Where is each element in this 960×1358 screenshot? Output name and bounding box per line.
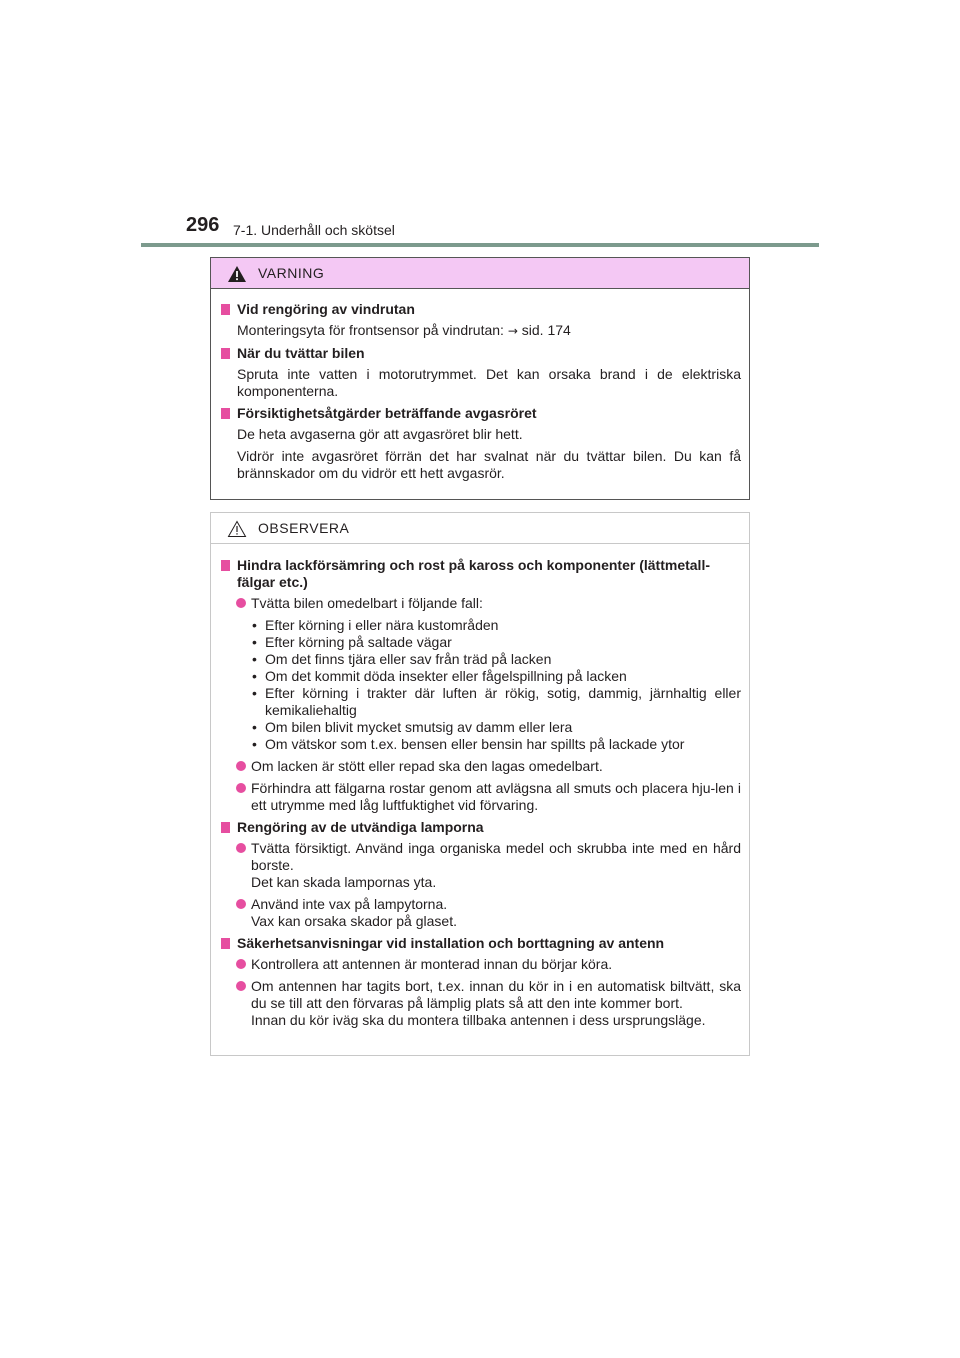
arrow-icon: → xyxy=(507,324,518,338)
square-bullet-icon xyxy=(221,822,230,833)
bullet-item: • Om det kommit döda insekter eller fågelspillning på lacken xyxy=(252,668,627,684)
item-text: Kontrollera att antennen är monterad innan du börjar köra. xyxy=(251,956,613,972)
item-text: Tvätta bilen omedelbart i följande fall: xyxy=(251,595,483,611)
caution-triangle-icon xyxy=(227,520,247,538)
bullet-item: • Om det finns tjära eller sav från träd på lacken xyxy=(252,651,552,667)
list-item xyxy=(219,956,741,973)
list-item xyxy=(219,595,741,612)
warning-triangle-icon xyxy=(227,265,247,283)
list-item xyxy=(219,896,741,930)
circle-bullet-icon xyxy=(236,783,246,793)
item-text: Om lacken är stött eller repad ska den lagas omedelbart. xyxy=(251,758,603,774)
notice-title: OBSERVERA xyxy=(258,520,350,536)
notice-body xyxy=(211,544,749,1029)
section-title: 7-1. Underhåll och skötsel xyxy=(233,222,395,238)
page-reference: sid. 174 xyxy=(517,322,571,338)
list-item xyxy=(219,758,741,775)
text-prefix: Monteringsyta för frontsensor på vindrutan: xyxy=(237,322,508,338)
circle-bullet-icon xyxy=(236,959,246,969)
item-text: Förhindra att fälgarna rostar genom att avlägsna all smuts och placera hju-len i ett utrymme med låg luftfuktighet vid förvaring. xyxy=(251,780,741,813)
bullet-text: Om det kommit döda insekter eller fågelspillning på lacken xyxy=(265,668,627,684)
warning-box xyxy=(210,257,750,500)
bullet-item: • Om bilen blivit mycket smutsig av damm eller lera xyxy=(252,719,573,735)
notice-section-heading xyxy=(219,557,741,591)
warning-section-text xyxy=(219,322,741,340)
warning-section-heading xyxy=(219,345,741,362)
bullet-text: Om det finns tjära eller sav från träd på lacken xyxy=(265,651,552,667)
heading-text: Rengöring av de utvändiga lamporna xyxy=(237,819,484,835)
notice-section-heading xyxy=(219,935,741,952)
header-divider xyxy=(141,243,819,247)
warning-body xyxy=(211,289,749,482)
warning-section-text: Spruta inte vatten i motorutrymmet. Det kan orsaka brand i de elektriska komponenterna. xyxy=(237,366,741,399)
warning-header xyxy=(211,258,749,289)
list-item xyxy=(219,840,741,891)
square-bullet-icon xyxy=(221,938,230,949)
notice-header xyxy=(211,513,749,544)
heading-text: Vid rengöring av vindrutan xyxy=(237,301,415,317)
circle-bullet-icon xyxy=(236,843,246,853)
circle-bullet-icon xyxy=(236,899,246,909)
bullet-item: • Efter körning i trakter där luften är rökig, sotig, dammig, järnhaltig eller kemikaliehaltig xyxy=(252,685,741,718)
bullet-item: • Om vätskor som t.ex. bensen eller bensin har spillts på lackade ytor xyxy=(252,736,685,752)
square-bullet-icon xyxy=(221,408,230,419)
heading-text: Försiktighetsåtgärder beträffande avgasröret xyxy=(237,405,537,421)
bullet-list xyxy=(219,617,741,753)
warning-section-text: De heta avgaserna gör att avgasröret blir hett. xyxy=(237,426,523,442)
item-text: Om antennen har tagits bort, t.ex. innan du kör in i en automatisk biltvätt, ska du se till att den förvaras på lämplig plats så att den inte kommer bort. xyxy=(251,978,741,1011)
bullet-item: • Efter körning i eller nära kustområden xyxy=(252,617,499,633)
item-text: Använd inte vax på lampytorna. xyxy=(251,896,448,912)
notice-section-heading xyxy=(219,819,741,836)
item-text: Innan du kör iväg ska du montera tillbaka antennen i dess ursprungsläge. xyxy=(251,1012,706,1028)
square-bullet-icon xyxy=(221,348,230,359)
bullet-item: • Efter körning på saltade vägar xyxy=(252,634,452,650)
item-text: Det kan skada lampornas yta. xyxy=(251,874,437,890)
circle-bullet-icon xyxy=(236,598,246,608)
heading-text: När du tvättar bilen xyxy=(237,345,365,361)
warning-section-heading xyxy=(219,405,741,422)
square-bullet-icon xyxy=(221,304,230,315)
notice-box xyxy=(210,512,750,1056)
warning-section-heading xyxy=(219,301,741,318)
heading-text: Hindra lackförsämring och rost på kaross och komponenter (lättmetall-fälgar etc.) xyxy=(237,557,710,590)
list-item xyxy=(219,978,741,1029)
bullet-text: Om bilen blivit mycket smutsig av damm eller lera xyxy=(265,719,573,735)
bullet-text: Om vätskor som t.ex. bensen eller bensin har spillts på lackade ytor xyxy=(265,736,685,752)
warning-title: VARNING xyxy=(258,265,325,281)
circle-bullet-icon xyxy=(236,981,246,991)
item-text: Tvätta försiktigt. Använd inga organiska medel och skrubba inte med en hård borste. xyxy=(251,840,741,873)
square-bullet-icon xyxy=(221,560,230,571)
page-number: 296 xyxy=(186,214,220,236)
heading-text: Säkerhetsanvisningar vid installation och borttagning av antenn xyxy=(237,935,665,951)
warning-section-text: Vidrör inte avgasröret förrän det har svalnat när du tvättar bilen. Du kan få brännskador om du vidrör ett hett avgasrör. xyxy=(237,448,741,481)
item-text: Vax kan orsaka skador på glaset. xyxy=(251,913,457,929)
list-item xyxy=(219,780,741,814)
circle-bullet-icon xyxy=(236,761,246,771)
bullet-text: Efter körning i trakter där luften är rökig, sotig, dammig, järnhaltig eller kemikaliehaltig xyxy=(265,685,741,718)
bullet-text: Efter körning på saltade vägar xyxy=(265,634,452,650)
bullet-text: Efter körning i eller nära kustområden xyxy=(265,617,499,633)
